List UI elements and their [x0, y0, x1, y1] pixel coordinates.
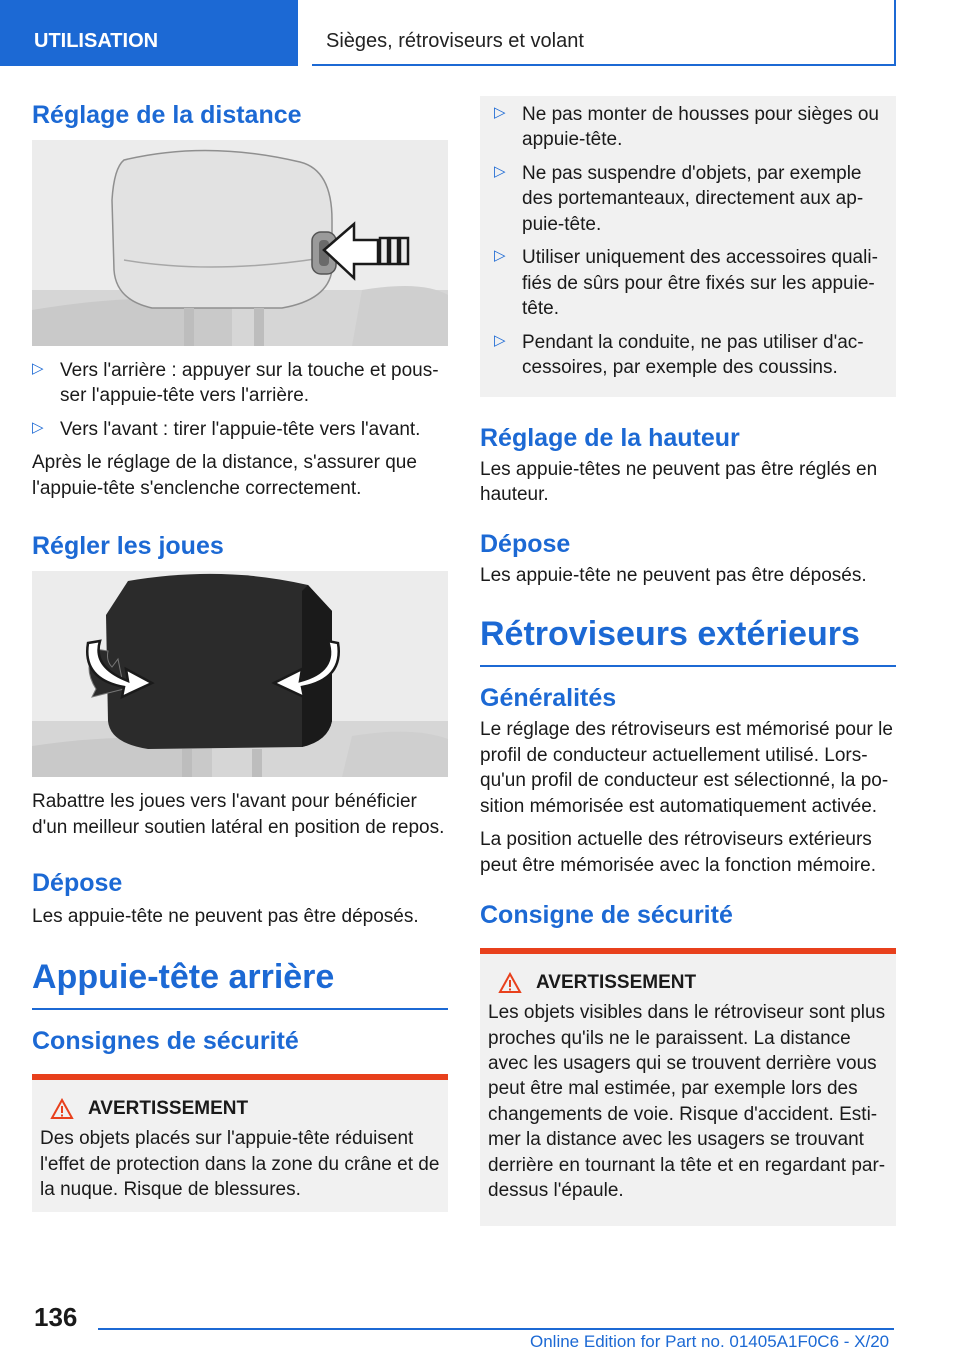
warning-header: AVERTISSEMENT — [488, 972, 888, 994]
paragraph-generalites-1: Le réglage des rétroviseurs est mémorisé pour le profil de conducteur actuellement utilisé. Lorsqu'un profil de conducteur est sélectionné, la position mémorisée est automatiquement activée. — [480, 719, 893, 817]
paragraph-depose-left: Les appuie-tête ne peuvent pas être déposés. — [32, 906, 419, 928]
right-column — [480, 100, 896, 1226]
warning-text-left: Des objets placés sur l'appuie-tête réduisent l'effet de protection dans la zone du crâne et de la nuque. Risque de blessures. — [40, 1128, 440, 1201]
safety-bullet-list — [494, 102, 882, 381]
warning-triangle-icon — [50, 1098, 74, 1120]
heading-appuie-tete-arriere: Appuie-tête arrière — [32, 956, 448, 1011]
left-column — [32, 100, 448, 1212]
section-tab[interactable]: UTILISATION — [0, 0, 298, 66]
warning-box-left — [32, 1074, 448, 1212]
triangle-bullet-icon: ▷ — [32, 360, 44, 377]
heading-consignes-securite: Consignes de sécurité — [32, 1027, 299, 1056]
list-item: ▷ Pendant la conduite, ne pas utiliser d'accessoires, par exemple des coussins. — [494, 331, 864, 379]
triangle-bullet-icon: ▷ — [494, 104, 506, 121]
footer-divider — [98, 1328, 894, 1330]
triangle-bullet-icon: ▷ — [32, 418, 44, 436]
heading-depose-right: Dépose — [480, 530, 571, 559]
heading-generalites: Généralités — [480, 684, 617, 713]
distance-bullet-list — [32, 358, 448, 442]
list-item: ▷ Utiliser uniquement des accessoires qualifiés de sûrs pour être fixés sur les appuie-tête. — [494, 247, 878, 320]
heading-distance: Réglage de la distance — [32, 101, 302, 129]
safety-bullets-box — [480, 96, 896, 397]
heading-joues: Régler les joues — [32, 532, 224, 561]
heading-depose-left: Dépose — [32, 869, 123, 898]
warning-text-right: Les objets visibles dans le rétroviseur sont plus proches qu'ils ne le paraissent. La distance avec les usagers qui se trouvent derrière vous peut être mal estimée, par exemple lors des changements de voie. Risque d'accident. Estimer la distance avec les usagers se trouvant derrière en tournant la tête et en regardant par-dessus l'épaule. — [488, 1002, 886, 1202]
headrest-distance-illustration — [32, 140, 448, 346]
paragraph-distance: Après le réglage de la distance, s'assurer que l'appuie-tête s'enclenche correctement. — [32, 452, 417, 499]
triangle-bullet-icon: ▷ — [494, 247, 506, 265]
triangle-bullet-icon: ▷ — [494, 331, 506, 349]
list-item: ▷ Vers l'avant : tirer l'appuie-tête vers l'avant. — [32, 418, 421, 440]
headrest-wings-illustration — [32, 571, 448, 777]
edition-note: Online Edition for Part no. 01405A1F0C6 - X/20 — [530, 1332, 890, 1351]
heading-hauteur: Réglage de la hauteur — [480, 423, 740, 452]
paragraph-joues: Rabattre les joues vers l'avant pour bénéficier d'un meilleur soutien latéral en position de repos. — [32, 791, 445, 838]
chapter-title: Sièges, rétroviseurs et volant — [312, 0, 896, 66]
warning-box-right — [480, 948, 896, 1226]
list-item: ▷ Ne pas suspendre d'objets, par exemple des portemanteaux, directement aux appuie-tête. — [494, 162, 864, 235]
triangle-bullet-icon: ▷ — [494, 162, 506, 180]
list-item: ▷ Vers l'arrière : appuyer sur la touche et pousser l'appuie-tête vers l'arrière. — [32, 360, 439, 407]
heading-retroviseurs-exterieurs: Rétroviseurs extérieurs — [480, 613, 896, 668]
list-item: ▷ Ne pas monter de housses pour sièges ou appuie-tête. — [494, 104, 879, 151]
warning-header: AVERTISSEMENT — [40, 1098, 440, 1120]
paragraph-hauteur: Les appuie-têtes ne peuvent pas être réglés en hauteur. — [480, 458, 878, 505]
paragraph-depose-right: Les appuie-tête ne peuvent pas être déposés. — [480, 565, 867, 587]
heading-consigne-securite: Consigne de sécurité — [480, 901, 733, 930]
paragraph-generalites-2: La position actuelle des rétroviseurs extérieurs peut être mémorisée avec la fonction mémoire. — [480, 829, 877, 876]
page-number: 136 — [34, 1302, 78, 1332]
warning-triangle-icon — [498, 972, 522, 994]
page-header — [0, 0, 960, 66]
